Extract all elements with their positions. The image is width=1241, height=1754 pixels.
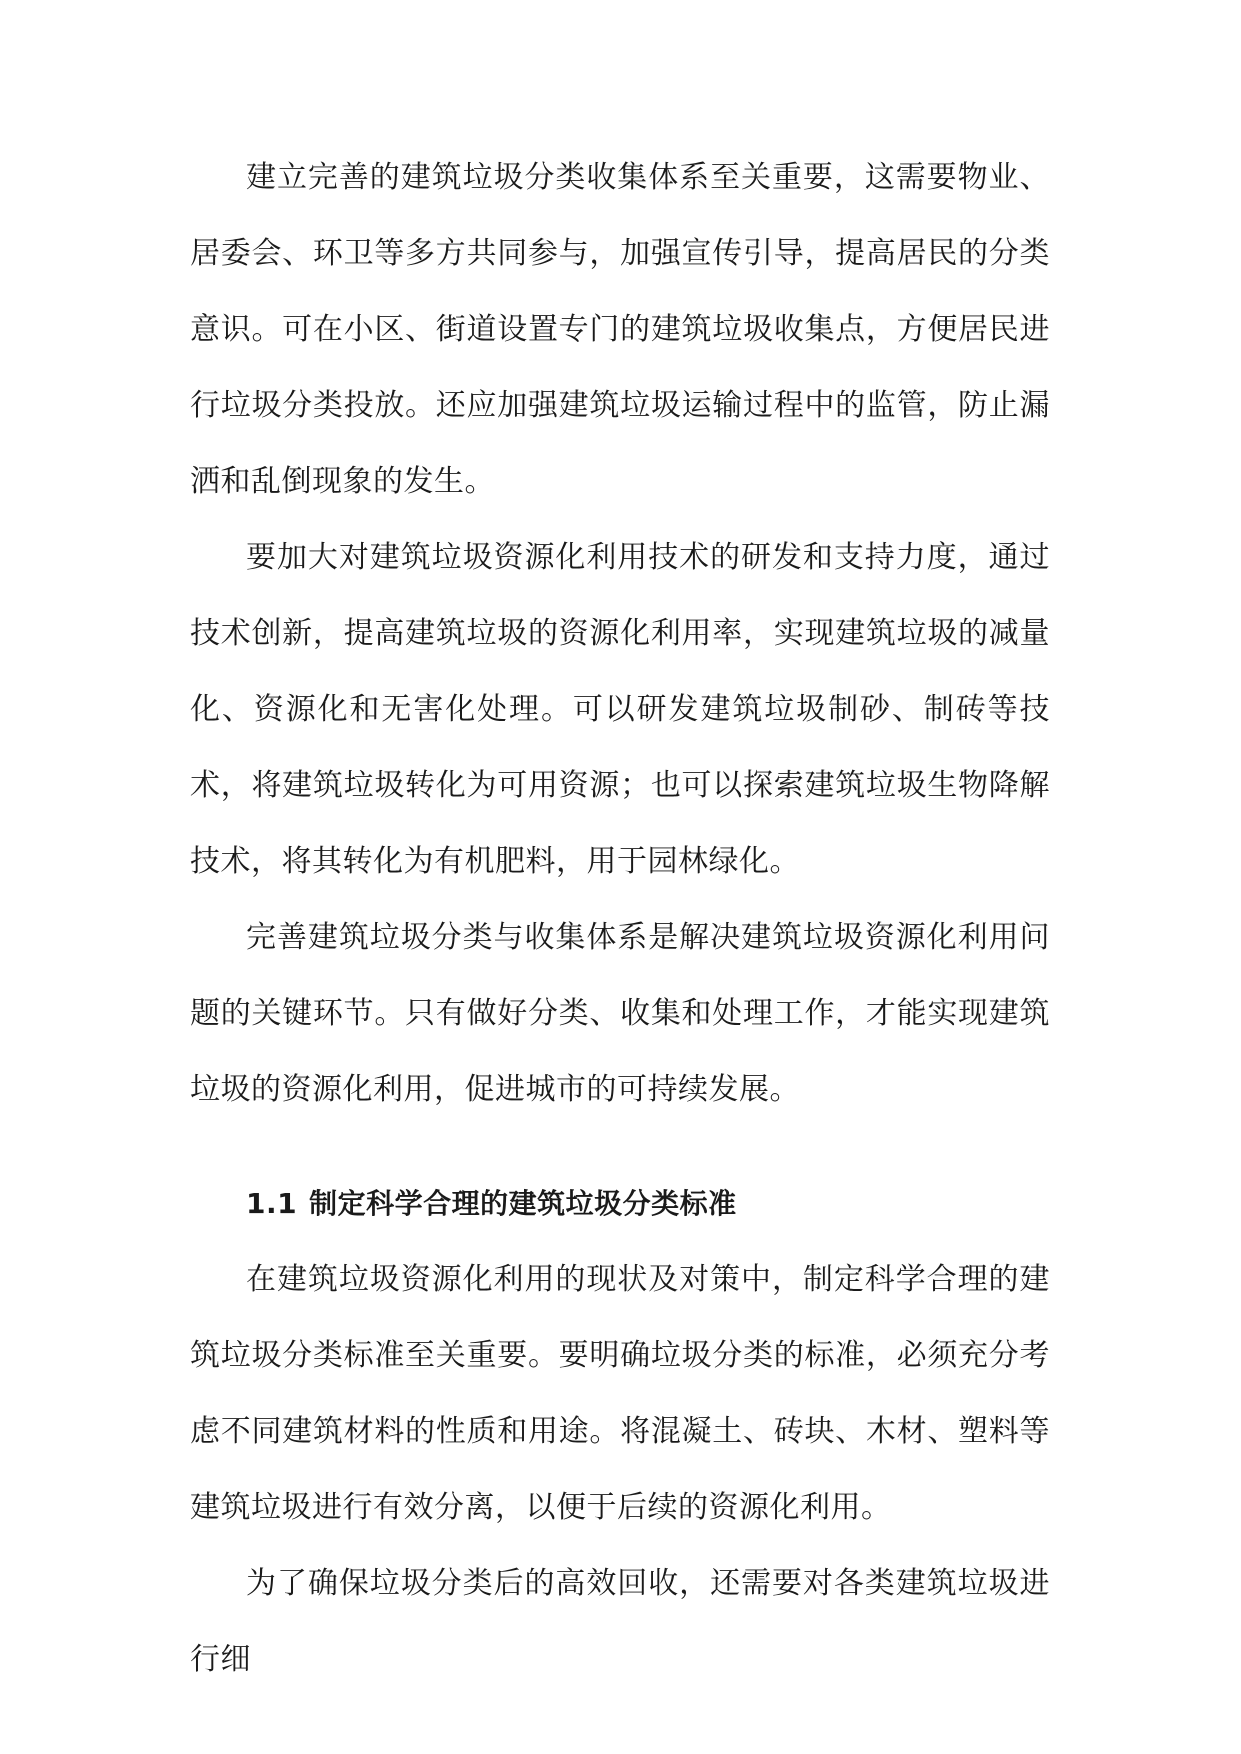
paragraph: 建立完善的建筑垃圾分类收集体系至关重要，这需要物业、居委会、环卫等多方共同参与，加强宣传引导，提高居民的分类意识。可在小区、街道设置专门的建筑垃圾收集点，方便居民进行垃圾分类投放。还应加强建筑垃圾运输过程中的监管，防止漏洒和乱倒现象的发生。 [190, 160, 1050, 499]
paragraph: 完善建筑垃圾分类与收集体系是解决建筑垃圾资源化利用问题的关键环节。只有做好分类、收集和处理工作，才能实现建筑垃圾的资源化利用，促进城市的可持续发展。 [190, 920, 1050, 1107]
section-heading [190, 1166, 1050, 1242]
paragraph: 要加大对建筑垃圾资源化利用技术的研发和支持力度，通过技术创新，提高建筑垃圾的资源化利用率，实现建筑垃圾的减量化、资源化和无害化处理。可以研发建筑垃圾制砂、制砖等技术，将建筑垃圾转化为可用资源；也可以探索建筑垃圾生物降解技术，将其转化为有机肥料，用于园林绿化。 [190, 540, 1050, 879]
section-title: 制定科学合理的建筑垃圾分类标准 [309, 1187, 737, 1220]
document-body [190, 140, 1050, 1698]
paragraph: 为了确保垃圾分类后的高效回收，还需要对各类建筑垃圾进行细 [190, 1566, 1050, 1677]
paragraph: 在建筑垃圾资源化利用的现状及对策中，制定科学合理的建筑垃圾分类标准至关重要。要明确垃圾分类的标准，必须充分考虑不同建筑材料的性质和用途。将混凝土、砖块、木材、塑料等建筑垃圾进行有效分离，以便于后续的资源化利用。 [190, 1262, 1050, 1525]
section-number: 1.1 [246, 1187, 298, 1220]
